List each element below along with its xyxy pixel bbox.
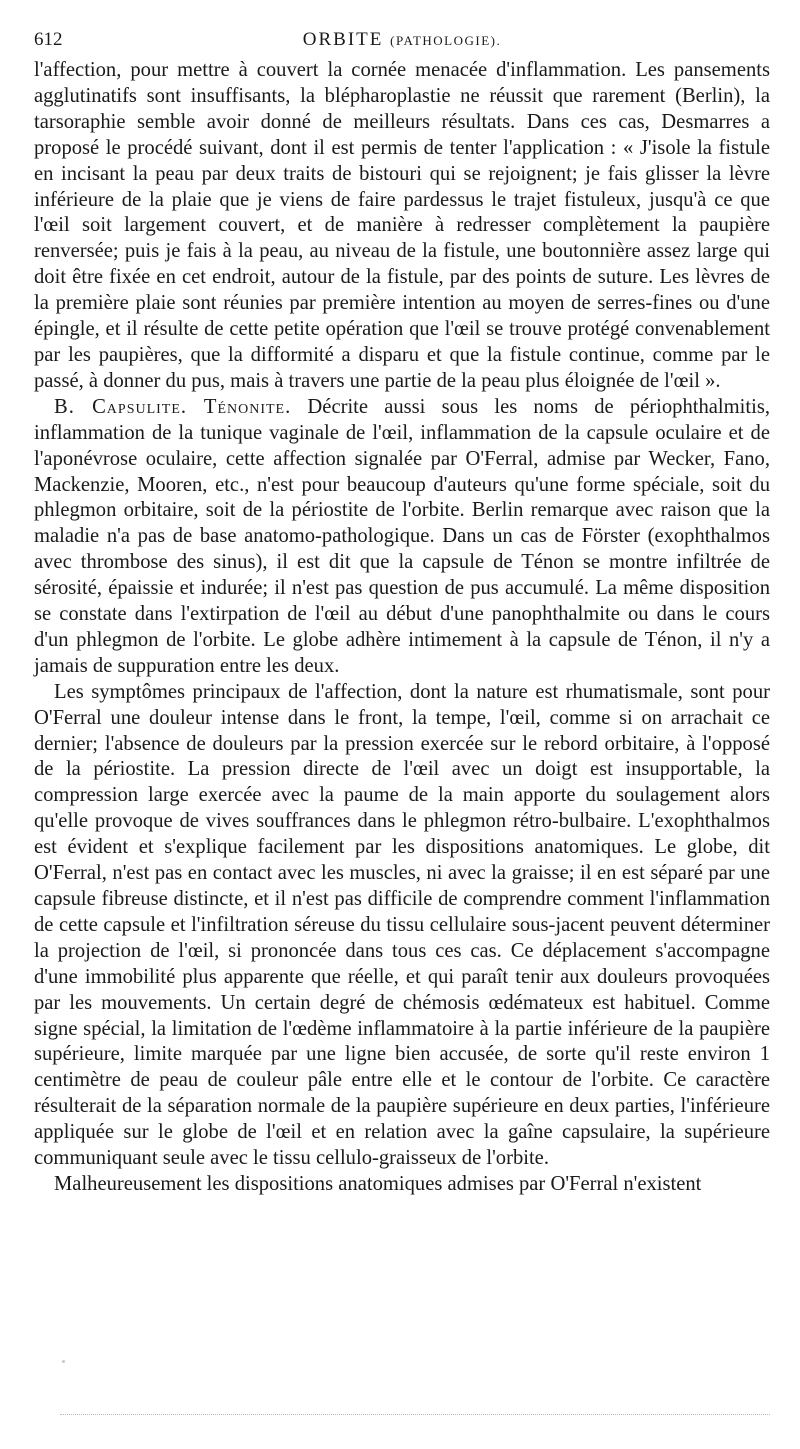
running-title-sub: (PATHOLOGIE). xyxy=(390,33,502,48)
paragraph-2 xyxy=(34,395,770,680)
page-number: 612 xyxy=(34,29,63,50)
paragraph-4: Malheureusement les dispositions anatomiques admises par O'Ferral n'existent xyxy=(54,1172,702,1195)
paragraph-2-text: Décrite aussi sous les noms de périophthalmitis, inflammation de la tunique vaginale de l'œil, inflammation de la capsule oculaire et de l'aponévrose oculaire, cette affection signalée par O'Ferral, admise par Wecker, Fano, Mackenzie, Mooren, etc., n'est pour beaucoup d'auteurs qu'une forme spéciale, soit du phlegmon orbitaire, soit de la périostite de l'orbite. Berlin remarque avec raison que la maladie n'a pas de base anatomo-pathologique. Dans un cas de Förster (exophthalmos avec thrombose des sinus), il est dit que la capsule de Ténon se montre infiltrée de sérosité, épaissie et indurée; il n'est pas question de pus accumulé. La même disposition se constate dans l'extirpation de l'œil au début d'une panophthalmite ou dans le cours d'un phlegmon de l'orbite. Le globe adhère intimement à la capsule de Ténon, il n'y a jamais de suppuration entre les deux. xyxy=(34,395,770,677)
margin-speck xyxy=(62,1360,65,1363)
bleed-through-line xyxy=(60,1414,770,1415)
running-title-main: ORBITE xyxy=(302,29,384,50)
document-page xyxy=(34,22,770,1198)
paragraph-3: Les symptômes principaux de l'affection, dont la nature est rhumatismale, sont pour O'Ferral une douleur intense dans le front, la tempe, l'œil, comme si on arrachait ce dernier; l'absence de douleurs par la pression exercée sur le rebord orbitaire, à l'opposé de la périostite. La pression directe de l'œil avec un doigt est insupportable, la compression large exercée avec la paume de la main apporte du soulagement alors qu'elle provoque de vives souffrances dans le phlegmon rétro-bulbaire. L'exophthalmos est évident et s'explique facilement par les dispositions anatomiques. Le globe, dit O'Ferral, n'est pas en contact avec les muscles, ni avec la graisse; il en est séparé par une capsule fibreuse distincte, et il n'est pas difficile de comprendre comment l'inflammation de cette capsule et l'infiltration séreuse du tissu cellulaire sous-jacent peuvent déterminer la projection de l'œil, si prononcée dans tous ces cas. Ce déplacement s'accompagne d'une immobilité plus apparente que réelle, et qui paraît tenir aux douleurs provoquées par les mouvements. Un certain degré de chémosis œdémateux est habituel. Comme signe spécial, la limitation de l'œdème inflammatoire à la partie inférieure de la paupière supérieure, limite marquée par une ligne bien accusée, de sorte qu'il reste environ 1 centimètre de peau de couleur pâle entre elle et le contour de l'orbite. Ce caractère résulterait de la séparation normale de la paupière supérieure en deux parties, l'inférieure appliquée sur le globe de l'œil et en relation avec la gaîne capsulaire, la supérieure communiquant seule avec le tissu cellulo-graisseux de l'orbite. xyxy=(34,680,770,1170)
body-text xyxy=(34,58,770,1198)
running-title xyxy=(34,22,770,59)
page-header xyxy=(34,22,770,58)
paragraph-1: l'affection, pour mettre à couvert la cornée menacée d'inflammation. Les pansements agglutinatifs sont insuffisants, la blépharoplastie ne réussit que rarement (Berlin), la tarsoraphie semble avoir donné de meilleurs résultats. Dans ces cas, Desmarres a proposé le procédé suivant, dont il est permis de tenter l'application : « J'isole la fistule en incisant la peau par deux traits de bistouri qui se rejoignent; je fais glisser la lèvre inférieure de la plaie que je viens de faire pardessus le trajet fistuleux, jusqu'à ce que l'œil soit largement couvert, et de manière à redresser complètement la paupière renversée; puis je fais à la peau, au niveau de la fistule, une boutonnière assez large qui doit être fixée en cet endroit, autour de la fistule, par des points de suture. Les lèvres de la première plaie sont réunies par première intention au moyen de serres-fines ou d'une épingle, et il résulte de cette petite opération que l'œil se trouve protégé convenablement par les paupières, que la difformité a disparu et que la fistule continue, comme par le passé, à donner du pus, mais à travers une partie de la peau plus éloignée de l'œil ». xyxy=(34,59,770,392)
section-heading-capsulite: B. Capsulite. Ténonite. xyxy=(54,395,292,418)
